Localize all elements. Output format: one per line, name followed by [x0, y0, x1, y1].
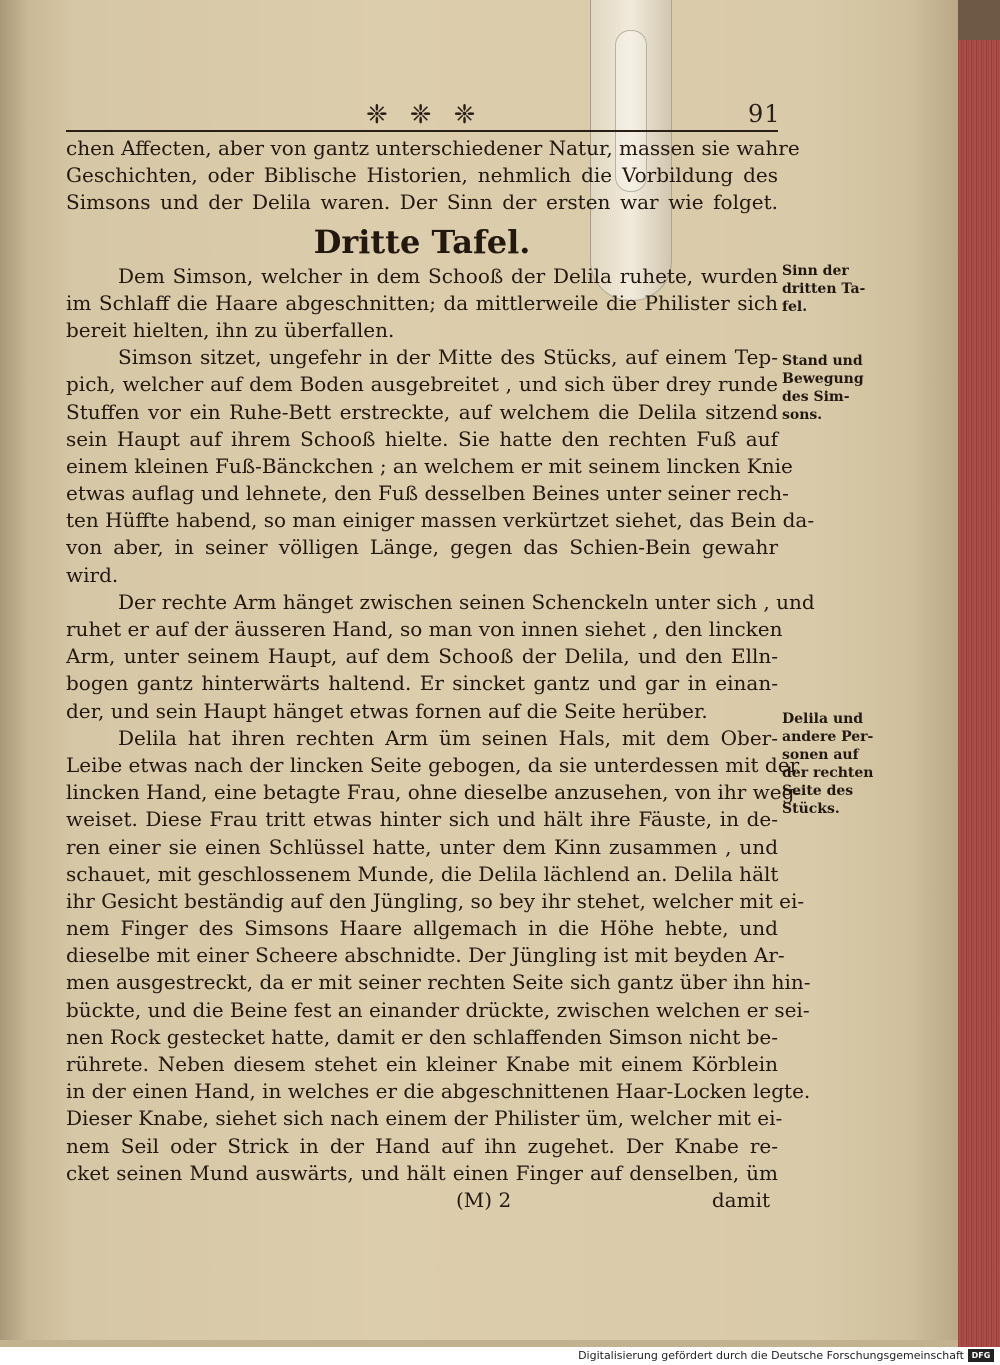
margin-note-line: Seite des: [782, 783, 854, 799]
margin-note-1: [782, 262, 882, 316]
dfg-logo-icon: DFG: [968, 1349, 994, 1362]
catchword: damit: [711, 1187, 770, 1212]
text-line: ren einer sie einen Schlüssel hatte, unter dem Kinn zusammen , und: [66, 834, 778, 859]
margin-note-line: fel.: [782, 299, 808, 315]
text-line: in der einen Hand, in welches er die abgeschnittenen Haar-Locken legte.: [66, 1079, 811, 1104]
margin-note-3: [782, 710, 882, 818]
text-line: bereit hielten, ihn zu überfallen.: [66, 317, 395, 342]
text-line: nem Seil oder Strick in der Hand auf ihn zugehet. Der Knabe re-: [66, 1133, 778, 1158]
text-line: wird.: [66, 562, 119, 587]
text-line: Stuffen vor ein Ruhe-Bett erstreckte, auf welchem die Delila sitzend: [66, 399, 778, 424]
margin-note-line: sonen auf: [782, 747, 859, 763]
text-line: Leibe etwas nach der lincken Seite gebogen, da sie unterdessen mit der: [66, 752, 800, 777]
text-line: nen Rock gestecket hatte, damit er den schlaffenden Simson nicht be-: [66, 1024, 778, 1049]
text-line: cket seinen Mund auswärts, und hält einen Finger auf denselben, üm: [66, 1160, 778, 1185]
signature-mark: (M) 2: [456, 1187, 512, 1212]
text-line: ruhet er auf der äusseren Hand, so man von innen siehet , den lincken: [66, 617, 783, 641]
text-line: schauet, mit geschlossenem Munde, die Delila lächlend an. Delila hält: [66, 861, 779, 886]
page-number: 91: [748, 100, 781, 128]
margin-note-line: sons.: [782, 407, 823, 423]
text-line: ihr Gesicht beständig auf den Jüngling, so bey ihr stehet, welcher mit ei-: [66, 888, 805, 913]
header-ornament: [366, 100, 506, 130]
body-text: [66, 135, 815, 1214]
text-line: Dieser Knabe, siehet sich nach einem der Philister üm, welcher mit ei-: [66, 1106, 783, 1131]
text-line: etwas auflag und lehnete, den Fuß desselben Beines unter seiner rech-: [66, 481, 789, 506]
text-line: lincken Hand, eine betagte Frau, ohne dieselbe anzusehen, von ihr weg-: [66, 780, 802, 805]
text-line: men ausgestreckt, da er mit seiner rechten Seite sich gantz über ihn hin-: [66, 970, 811, 995]
text-line: Der rechte Arm hänget zwischen seinen Schenckeln unter sich , und: [118, 589, 815, 614]
margin-note-line: Stand und: [782, 353, 863, 369]
margin-note-line: der rechten: [782, 765, 874, 781]
margin-note-line: Bewegung: [782, 371, 864, 387]
text-line: bogen gantz hinterwärts haltend. Er sincket gantz und gar in einan-: [66, 671, 778, 696]
text-line: chen Affecten, aber von gantz unterschiedener Natur, massen sie wahre: [66, 136, 800, 160]
text-line: ten Hüffte habend, so man einiger massen verkürtzet siehet, das Bein da-: [66, 508, 815, 533]
text-line: Dem Simson, welcher in dem Schooß der Delila ruhete, wurden: [118, 263, 778, 288]
text-line: weiset. Diese Frau tritt etwas hinter sich und hält ihre Fäuste, in de-: [66, 807, 778, 832]
text-line: Delila hat ihren rechten Arm üm seinen Hals, mit dem Ober-: [118, 725, 778, 750]
text-line: von aber, in seiner völligen Länge, gegen das Schien-Bein gewahr: [66, 535, 778, 560]
text-line: sein Haupt auf ihrem Schooß hielte. Sie hatte den rechten Fuß auf: [66, 426, 778, 451]
footer-credit: Digitalisierung gefördert durch die Deutsche Forschungsgemeinschaft: [578, 1349, 964, 1362]
paragraph-1: [66, 263, 778, 345]
ornament-icon: ❈: [366, 100, 388, 130]
text-line: dieselbe mit einer Scheere abschnidte. Der Jüngling ist mit beyden Ar-: [66, 943, 785, 968]
margin-note-2: [782, 352, 882, 424]
header-rule: [66, 130, 778, 132]
paragraph-2: [66, 344, 815, 589]
text-line: der, und sein Haupt hänget etwas fornen auf die Seite herüber.: [66, 698, 708, 723]
text-line: Simsons und der Delila waren. Der Sinn der ersten war wie folget.: [66, 190, 778, 215]
text-line: Arm, unter seinem Haupt, auf dem Schooß der Delila, und den Elln-: [66, 644, 778, 669]
margin-note-line: des Sim-: [782, 389, 850, 405]
text-line: nem Finger des Simsons Haare allgemach in die Höhe hebte, und: [66, 916, 778, 941]
text-line: rührete. Neben diesem stehet ein kleiner Knabe mit einem Körblein: [66, 1052, 778, 1076]
text-line: bückte, und die Beine fest an einander drückte, zwischen welchen er sei-: [66, 997, 810, 1022]
footer-bar: [0, 1347, 1000, 1365]
ornament-icon: ❈: [453, 100, 476, 130]
page-foot-line: [66, 1187, 778, 1214]
margin-note-line: Stücks.: [782, 801, 840, 817]
text-line: einem kleinen Fuß-Bänckchen ; an welchem er mit seinem lincken Knie: [66, 453, 793, 478]
ornament-icon: ❈: [409, 100, 432, 130]
text-line: pich, welcher auf dem Boden ausgebreitet , und sich über drey runde: [66, 372, 778, 397]
text-line: im Schlaff die Haare abgeschnitten; da mittlerweile die Philister sich: [66, 290, 778, 315]
margin-note-line: Delila und: [782, 711, 864, 727]
text-line: Geschichten, oder Biblische Historien, nehmlich die Vorbildung des: [66, 163, 778, 188]
section-heading: Dritte Tafel.: [313, 222, 531, 261]
text-line: Simson sitzet, ungefehr in der Mitte des Stücks, auf einem Tep-: [118, 345, 778, 370]
margin-note-line: Sinn der: [782, 263, 849, 279]
text-block-top: [66, 135, 800, 217]
margin-note-line: dritten Ta-: [782, 281, 866, 297]
book-fore-edge: [958, 0, 1000, 1348]
paragraph-3: [66, 589, 815, 725]
margin-note-line: andere Per-: [782, 729, 874, 745]
